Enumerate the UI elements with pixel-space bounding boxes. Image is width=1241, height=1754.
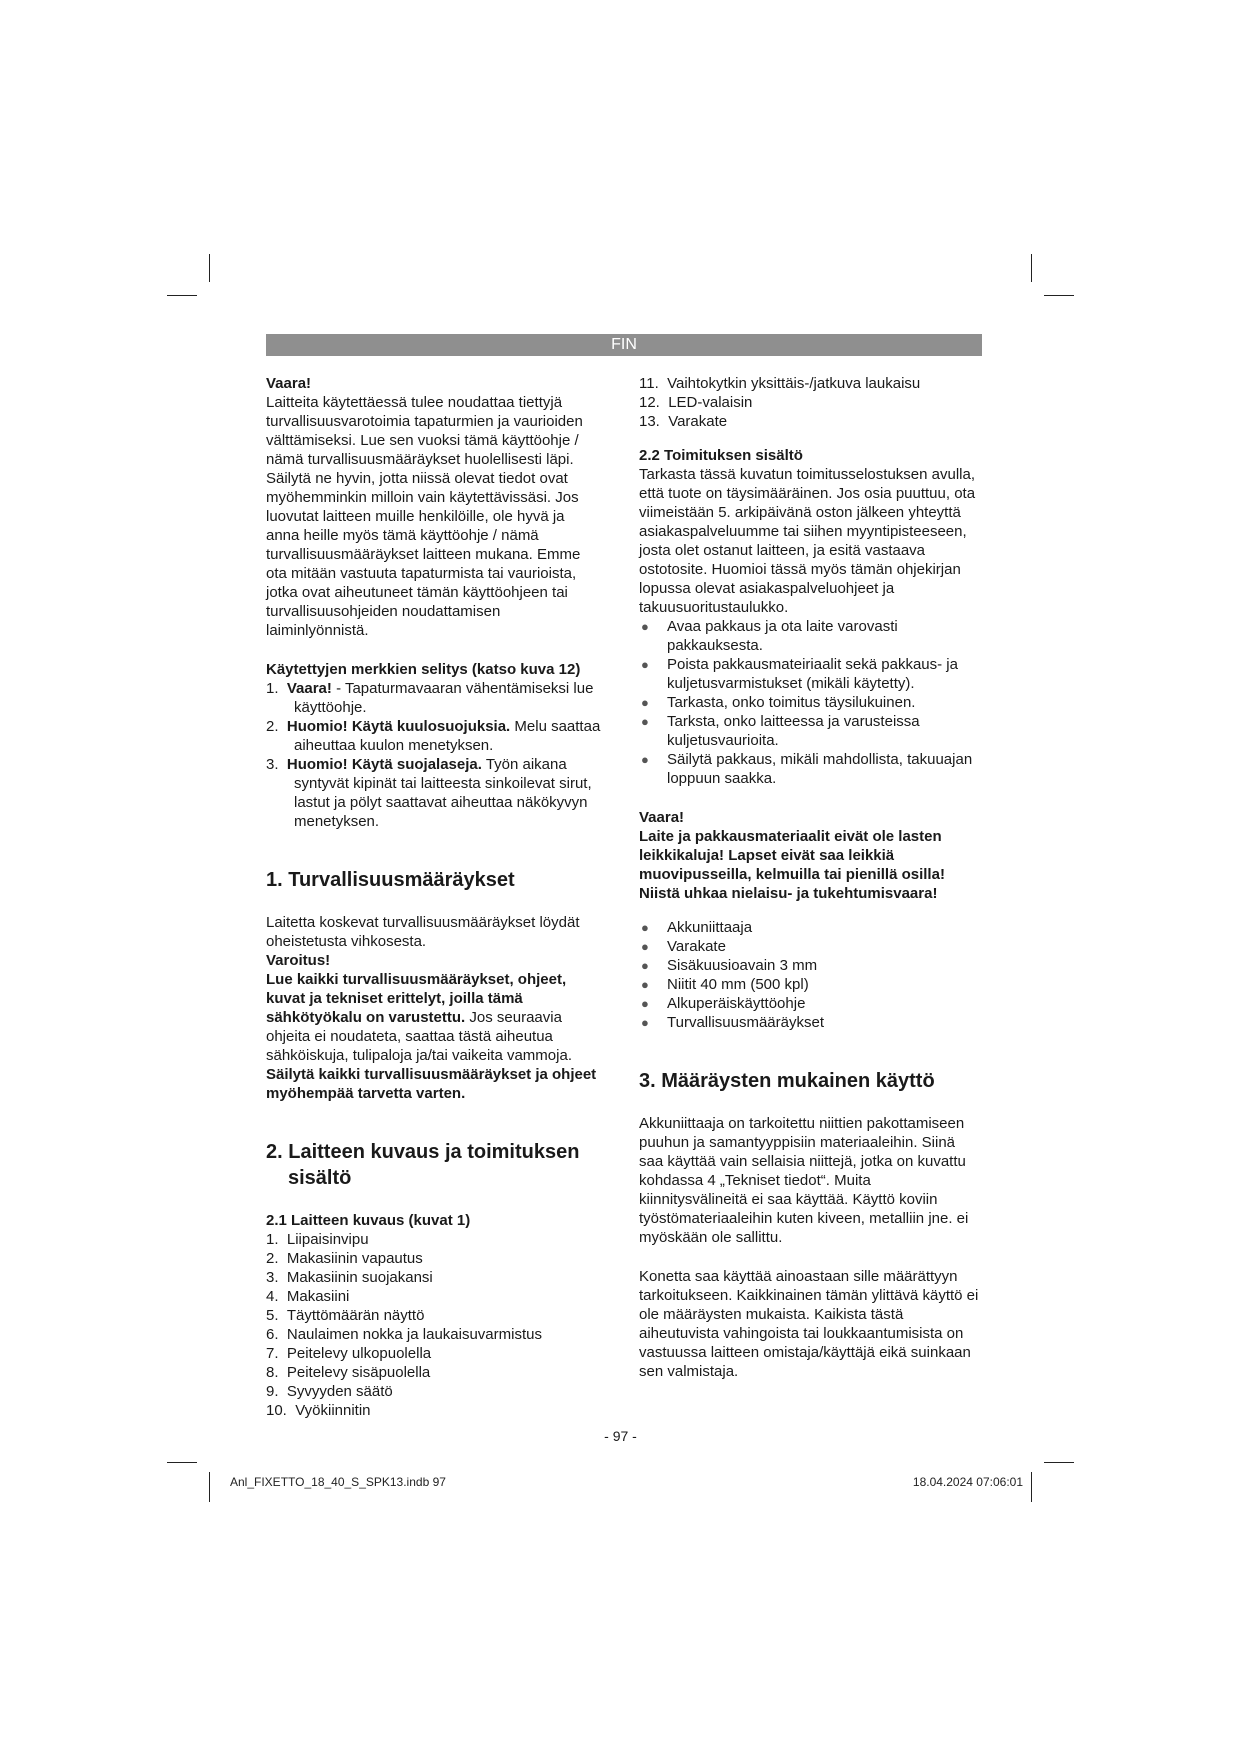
crop-mark-bottom-right-v [1031, 1472, 1032, 1502]
symbols-list-item: 2. Huomio! Käytä kuulosuojuksia. Melu saattaa aiheuttaa kuulon menetyksen. [266, 718, 601, 754]
section-1-warning-title: Varoitus! [266, 952, 331, 969]
parts-list-item: 6. Naulaimen nokka ja laukaisuvarmistus [266, 1326, 542, 1343]
bullet-icon: ● [641, 977, 649, 992]
bullet-icon: ● [641, 619, 649, 634]
section-1-heading: 1. Turvallisuusmääräykset [266, 869, 515, 891]
bullet-icon: ● [641, 939, 649, 954]
delivery-item: ● Turvallisuusmääräykset [641, 1014, 824, 1031]
crop-mark-top-right-h [1044, 295, 1074, 296]
parts-list-item: 5. Täyttömäärän näyttö [266, 1307, 425, 1324]
language-label: FIN [611, 336, 637, 353]
bullet-icon: ● [641, 920, 649, 935]
section-1-warning-text: Lue kaikki turvallisuusmääräykset, ohjeet, kuvat ja tekniset erittelyt, joilla tämä sähkötyökalu on varustettu. Jos seuraavia ohjeita ei noudateta, saattaa tästä aiheutua sähköiskuja, tulipaloja ja/tai vaikeita vammoja. [266, 971, 572, 1064]
bullet-icon: ● [641, 958, 649, 973]
delivery-item: ● Varakate [641, 938, 726, 955]
unpack-step: ● Säilytä pakkaus, mikäli mahdollista, takuuajan loppuun saakka. [641, 751, 973, 787]
left-column [266, 374, 602, 1420]
crop-mark-bottom-left-v [209, 1472, 210, 1502]
delivery-item: ● Niitit 40 mm (500 kpl) [641, 976, 809, 993]
parts-list-item: 1. Liipaisinvipu [266, 1231, 369, 1248]
warning-text: Laitteita käytettäessä tulee noudattaa tiettyjä turvallisuusvarotoimia tapaturmien ja vaurioiden välttämiseksi. Lue sen vuoksi tämä käyttöohje / nämä turvallisuusmääräykset huolellisesti läpi. Säilytä ne hyvin, jotta niissä olevat tiedot ovat myöhemminkin milloin vain käytettävissäsi. Jos luovutat laitteen muille henkilöille, ole hyvä ja anna heille myös tämä käyttöohje / nämä turvallisuusmääräykset laitteen mukana. Emme ota mitään vastuuta tapaturmista tai vaurioista, jotka ovat aiheutuneet tämän käyttöohjeen tai turvallisuusohjeiden noudattamisen laiminlyönnistä. [266, 394, 583, 639]
section-2-2-text: Tarkasta tässä kuvatun toimitusselostuksen avulla, että tuote on täysimääräinen. Jos osia puuttuu, ota viimeistään 5. arkipäivänä oston jälkeen yhteyttä asiakaspalveluumme tai siihen myyntipisteeseen, josta olet ostanut laitteen, ja esitä vastaava ostotosite. Huomioi tässä myös tämän ohjekirjan lopussa olevat asiakaspalveluohjeet ja takuusuoritustaulukko. [639, 466, 976, 616]
parts-list-item: 13. Varakate [639, 413, 728, 430]
page-number: - 97 - [604, 1428, 637, 1444]
parts-list-item: 12. LED-valaisin [639, 394, 753, 411]
crop-mark-top-left-v [209, 254, 210, 282]
section-2-1-heading: 2.1 Laitteen kuvaus (kuvat 1) [266, 1212, 471, 1229]
delivery-item: ● Alkuperäiskäyttöohje [641, 995, 806, 1012]
language-header-bar [266, 334, 982, 356]
bullet-icon: ● [641, 714, 649, 729]
parts-list-item: 9. Syvyyden säätö [266, 1383, 393, 1400]
child-warning-title: Vaara! [639, 809, 685, 826]
bullet-icon: ● [641, 657, 649, 672]
footer-datetime: 18.04.2024 07:06:01 [912, 1475, 1023, 1489]
section-2-heading: 2. Laitteen kuvaus ja toimituksen sisältö [266, 1141, 580, 1189]
parts-list-item: 3. Makasiinin suojakansi [266, 1269, 433, 1286]
symbols-list-item: 3. Huomio! Käytä suojalaseja. Työn aikana syntyvät kipinät tai laitteesta sinkoilevat sirut, lastut ja pölyt saattavat aiheuttaa näkökyvyn menetyksen. [266, 756, 592, 830]
section-3-text-1: Akkuniittaaja on tarkoitettu niittien pakottamiseen puuhun ja samantyyppisiin materiaaleihin. Siinä saa käyttää vain sellaisia niittejä, jotka on kuvattu kohdassa 4 „Tekniset tiedot“. Muita kiinnitysvälineitä ei saa käyttää. Käyttö koviin työstömateriaaleihin kuten kiveen, metalliin jne. ei myöskään ole sallittu. [639, 1115, 969, 1246]
crop-mark-bottom-left-h [167, 1462, 197, 1463]
section-3-heading: 3. Määräysten mukainen käyttö [639, 1070, 935, 1092]
section-2-2-heading: 2.2 Toimituksen sisältö [639, 447, 803, 464]
section-3-text-2: Konetta saa käyttää ainoastaan sille määrättyyn tarkoitukseen. Kaikkinainen tämän ylittävä käyttö ei ole määräysten mukaista. Kaikista tästä aiheutuvista vahingoista tai loukkaantumisista on vastuussa laitteen omistaja/käyttäjä eikä suinkaan sen valmistaja. [639, 1268, 979, 1380]
section-1-intro: Laitetta koskevat turvallisuusmääräykset löydät oheistetusta vihkosesta. [266, 914, 580, 950]
delivery-contents-list [639, 918, 983, 1032]
bullet-icon: ● [641, 695, 649, 710]
unpack-steps-list [639, 617, 983, 788]
parts-list-item: 4. Makasiini [266, 1288, 350, 1305]
crop-mark-top-left-h [167, 295, 197, 296]
crop-mark-bottom-right-h [1044, 1462, 1074, 1463]
parts-list-item: 11. Vaihtokytkin yksittäis-/jatkuva laukaisu [639, 375, 921, 392]
warning-title: Vaara! [266, 375, 312, 392]
bullet-icon: ● [641, 996, 649, 1011]
unpack-step: ● Tarksta, onko laitteessa ja varusteissa kuljetusvaurioita. [641, 713, 920, 749]
child-warning-text: Laite ja pakkausmateriaalit eivät ole lasten leikkikaluja! Lapset eivät saa leikkiä muovipusseilla, kelmuilla tai pienillä osilla! Niistä uhkaa nielaisu- ja tukehtumisvaara! [639, 828, 945, 902]
unpack-step: ● Tarkasta, onko toimitus täysilukuinen. [641, 694, 916, 711]
parts-list-item: 7. Peitelevy ulkopuolella [266, 1345, 432, 1362]
footer-filename: Anl_FIXETTO_18_40_S_SPK13.indb 97 [230, 1475, 446, 1489]
parts-list-continued [639, 374, 983, 431]
parts-list [266, 1230, 602, 1420]
section-1-keep-note: Säilytä kaikki turvallisuusmääräykset ja ohjeet myöhempää tarvetta varten. [266, 1066, 597, 1102]
delivery-item: ● Sisäkuusioavain 3 mm [641, 957, 818, 974]
delivery-item: ● Akkuniittaaja [641, 919, 753, 936]
bullet-icon: ● [641, 752, 649, 767]
crop-mark-top-right-v [1031, 254, 1032, 282]
right-column [639, 374, 983, 1381]
parts-list-item: 10. Vyökiinnitin [266, 1402, 371, 1419]
parts-list-item: 8. Peitelevy sisäpuolella [266, 1364, 431, 1381]
unpack-step: ● Avaa pakkaus ja ota laite varovasti pakkauksesta. [641, 618, 898, 654]
unpack-step: ● Poista pakkausmateiriaalit sekä pakkaus- ja kuljetusvarmistukset (mikäli käytetty). [641, 656, 958, 692]
symbols-list-item: 1. Vaara! - Tapaturmavaaran vähentämiseksi lue käyttöohje. [266, 680, 594, 716]
bullet-icon: ● [641, 1015, 649, 1030]
symbols-title: Käytettyjen merkkien selitys (katso kuva 12) [266, 661, 581, 678]
symbols-list [266, 679, 602, 831]
parts-list-item: 2. Makasiinin vapautus [266, 1250, 423, 1267]
